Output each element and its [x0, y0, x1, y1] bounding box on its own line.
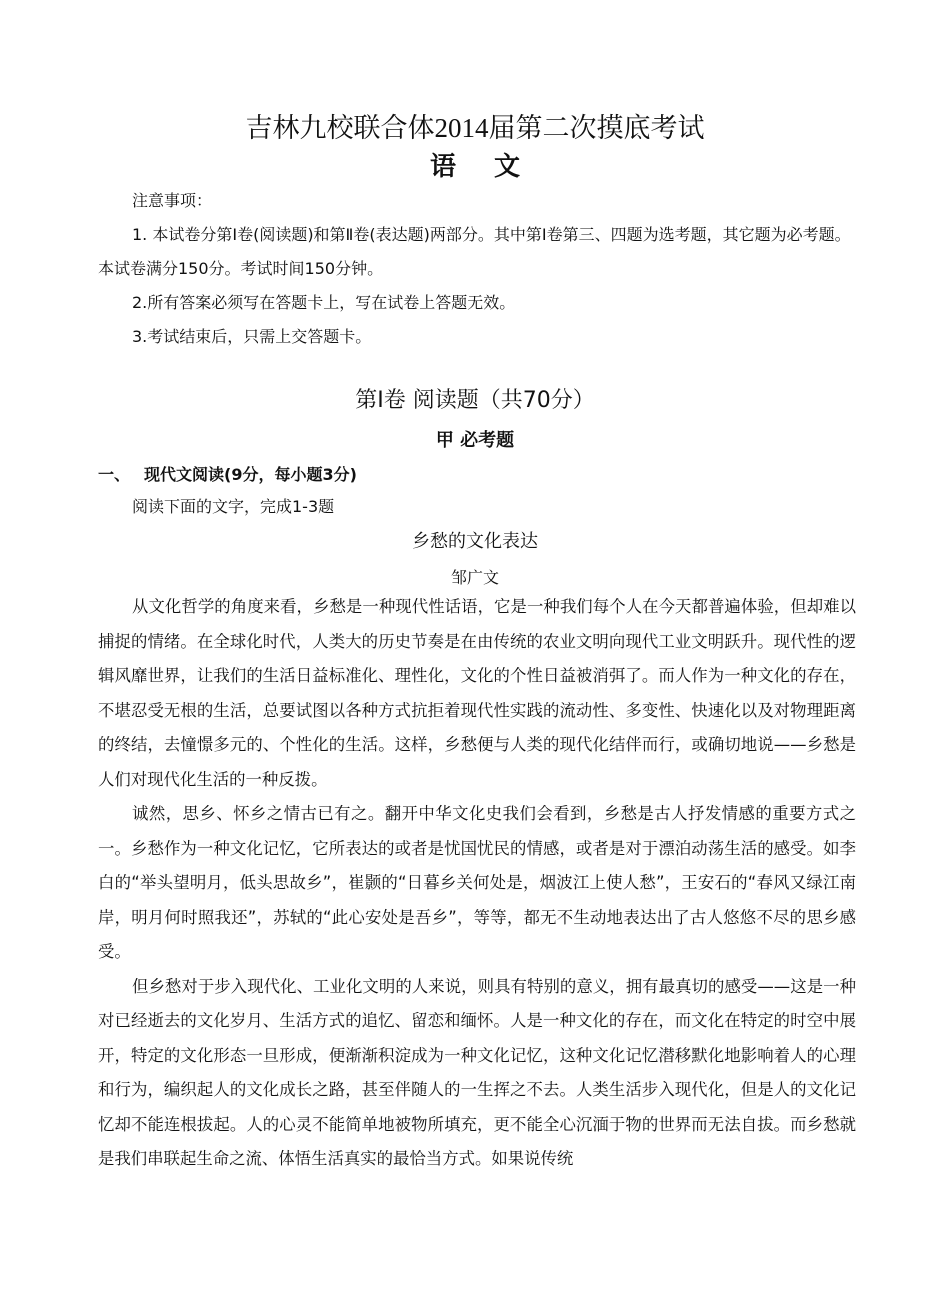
- article-paragraph: 诚然，思乡、怀乡之情古已有之。翻开中华文化史我们会看到，乡愁是古人抒发情感的重要方式之一。乡愁作为一种文化记忆，它所表达的或者是忧国忧民的情感，或者是对于漂泊动荡生活的感受。如李白的“举头望明月，低头思故乡”，崔颢的“日暮乡关何处是，烟波江上使人愁”，王安石的“春风又绿江南岸，明月何时照我还”，苏轼的“此心安处是吾乡”，等等，都无不生动地表达出了古人悠悠不尽的思乡感受。: [98, 804, 856, 961]
- article-author: 邹广文: [450, 568, 499, 587]
- notice-item: 1. 本试卷分第Ⅰ卷(阅读题)和第Ⅱ卷(表达题)两部分。其中第Ⅰ卷第三、四题为选考题，其它题为必考题。本试卷满分150分。考试时间150分钟。: [98, 225, 851, 278]
- notice-item: 3.考试结束后，只需上交答题卡。: [132, 327, 372, 346]
- exam-title: 吉林九校联合体2014届第二次摸底考试: [245, 113, 705, 143]
- notice-heading: 注意事项：: [132, 191, 213, 210]
- question-heading: [98, 462, 357, 485]
- notice-item: 2.所有答案必须写在答题卡上，写在试卷上答题无效。: [132, 293, 516, 312]
- question-title: 现代文阅读(9分，每小题3分): [144, 465, 357, 484]
- article-body: [98, 590, 856, 1177]
- article-paragraph: 从文化哲学的角度来看，乡愁是一种现代性话语，它是一种我们每个人在今天都普遍体验，但却难以捕捉的情绪。在全球化时代，人类大的历史节奏是在由传统的农业文明向现代工业文明跃升。现代性的逻辑风靡世界，让我们的生活日益标准化、理性化，文化的个性日益被消弭了。而人作为一种文化的存在，不堪忍受无根的生活，总要试图以各种方式抗拒着现代性实践的流动性、多变性、快速化以及对物理距离的终结，去憧憬多元的、个性化的生活。这样，乡愁便与人类的现代化结伴而行，或确切地说——乡愁是人们对现代化生活的一种反拨。: [98, 597, 856, 789]
- section-title: 第Ⅰ卷 阅读题（共70分）: [355, 388, 595, 413]
- notice-block: [98, 184, 856, 354]
- article-paragraph: 但乡愁对于步入现代化、工业化文明的人来说，则具有特别的意义，拥有最真切的感受——这是一种对已经逝去的文化岁月、生活方式的追忆、留恋和缅怀。人是一种文化的存在，而文化在特定的时空中展开，特定的文化形态一旦形成，便渐渐积淀成为一种文化记忆，这种文化记忆潜移默化地影响着人的心理和行为，编织起人的文化成长之路，甚至伴随人的一生挥之不去。人类生活步入现代化，但是人的文化记忆却不能连根拔起。人的心灵不能简单地被物所填充，更不能全心沉湎于物的世界而无法自拔。而乡愁就是我们串联起生命之流、体悟生活真实的最恰当方式。如果说传统: [98, 976, 856, 1168]
- subject-title: 语文: [429, 152, 558, 182]
- question-number: 一、: [98, 465, 131, 484]
- section-subtitle: 甲 必考题: [435, 430, 515, 451]
- question-instruction: 阅读下面的文字，完成1-3题: [132, 497, 335, 516]
- article-title: 乡愁的文化表达: [412, 531, 538, 552]
